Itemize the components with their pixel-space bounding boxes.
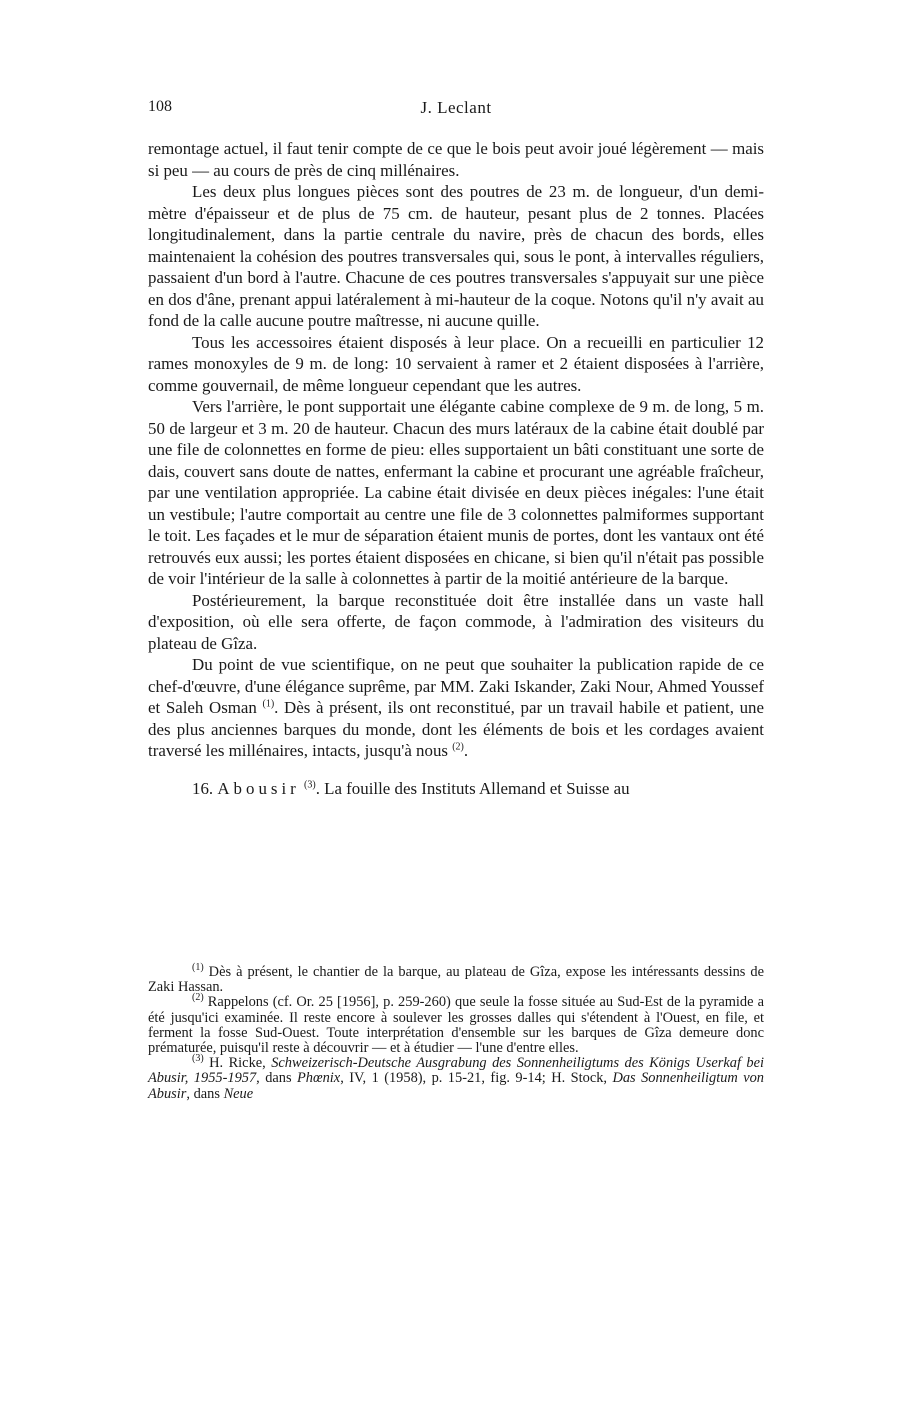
publication-text-a: Du point de vue scientifique, on ne peut que souhaiter la publication rapide de ce chef-d'œuvre, d'une élégance suprême, par MM. Zaki Iskander, Zaki Nour, Ahmed Youssef et Saleh Osman bbox=[148, 655, 764, 717]
footnotes bbox=[148, 962, 764, 1102]
footnote-3 bbox=[148, 1053, 764, 1102]
footnote-3-title-2: Das Sonnenheiligtum von Abusir bbox=[148, 1070, 764, 1102]
paragraph-accessories: Tous les accessoires étaient disposés à leur place. On a recueilli en particulier 12 rames monoxyles de 9 m. de long: 10 servaient à ramer et 2 étaient disposées à l'arrière, comme gouvernail, de même longueur cependant que les autres. bbox=[148, 332, 764, 395]
section-place: Abousir bbox=[217, 778, 300, 798]
footnote-3-text-c: , IV, 1 (1958), p. 15-21, fig. 9-14; H. Stock, bbox=[340, 1070, 613, 1087]
footnote-ref-2: (2) bbox=[452, 741, 464, 753]
footnote-3-mark: (3) bbox=[192, 1053, 204, 1065]
footnote-1 bbox=[148, 962, 764, 996]
page-header bbox=[148, 98, 764, 124]
section-16-text: . La fouille des Instituts Allemand et Suisse au bbox=[315, 778, 630, 798]
page-number: 108 bbox=[148, 98, 172, 115]
paragraph-exhibition: Postérieurement, la barque reconstituée doit être installée dans un vaste hall d'exposition, où elle sera offerte, de façon commode, à l'admiration des visiteurs du plateau de Gîza. bbox=[148, 590, 764, 653]
footnote-3-text-a: H. Ricke, bbox=[203, 1055, 272, 1072]
paragraph-cabin: Vers l'arrière, le pont supportait une élégante cabine complexe de 9 m. de long, 5 m. 50 de largeur et 3 m. 20 de hauteur. Chacun des murs latéraux de la cabine était doublé par une file de colonnettes en forme de pieu: elles supportaient un bâti constituant une sorte de dais, couvert sans doute de nattes, enfermant la cabine et procurant une agréable fraîcheur, par une ventilation appropriée. La cabine était divisée en deux pièces inégales: l'une était un vestibule; l'autre comportait au centre une file de 3 colonnettes palmiformes supportant le toit. Les façades et le mur de séparation étaient munis de portes, dont les vantaux ont été retrouvés eux aussi; les portes étaient disposées en chicane, si bien qu'il n'était pas possible de voir l'intérieur de la salle à colonnettes à partir de la moitié antérieure de la barque. bbox=[148, 397, 764, 588]
footnote-1-mark: (1) bbox=[192, 962, 204, 974]
main-text bbox=[148, 138, 764, 799]
footnote-2 bbox=[148, 992, 764, 1057]
footnote-ref-1: (1) bbox=[262, 698, 275, 710]
footnote-ref-3: (3) bbox=[304, 778, 316, 790]
footnote-3-title-1: Schweizerisch-Deutsche Ausgrabung des Sonnenheiligtums des Königs Userkaf bei Abusir, 1955-1957 bbox=[148, 1055, 764, 1087]
publication-text-c: . bbox=[463, 741, 469, 760]
footnote-3-text-b: , dans bbox=[256, 1070, 298, 1087]
section-number: 16. bbox=[192, 778, 214, 798]
running-head: J. Leclant bbox=[420, 98, 492, 117]
section-16 bbox=[148, 778, 764, 800]
footnote-3-journal: Phœnix bbox=[297, 1070, 341, 1087]
paragraph-publication bbox=[148, 654, 764, 762]
footnote-3-text-d: , dans bbox=[186, 1085, 224, 1102]
footnote-2-mark: (2) bbox=[192, 992, 204, 1004]
footnote-1-text: Dès à présent, le chantier de la barque, au plateau de Gîza, expose les intéressants dessins de Zaki Hassan. bbox=[148, 964, 764, 996]
paragraph-continuation: remontage actuel, il faut tenir compte de ce que le bois peut avoir joué légèrement — mais si peu — au cours de près de cinq millénaires. bbox=[148, 139, 764, 180]
footnote-2-text: Rappelons (cf. Or. 25 [1956], p. 259-260) que seule la fosse située au Sud-Est de la pyramide a été jusqu'ici examinée. Il reste encore à soulever les grosses dalles qui s'étendent à l'Ouest, en file, et ferment la fosse Sud-Ouest. Toute interprétation d'ensemble sur les barques de Gîza demeure donc prématurée, puisqu'il reste à découvrir — et à étudier — l'une d'entre elles. bbox=[148, 994, 764, 1057]
footnote-3-neue: Neue bbox=[223, 1085, 254, 1102]
publication-text-b: . Dès à présent, ils ont reconstitué, par un travail habile et patient, une des plus anciennes barques du monde, dont les éléments de bois et les cordages avaient traversé les millénaires, intacts, jusqu'à nous bbox=[148, 698, 764, 760]
paragraph-beams: Les deux plus longues pièces sont des poutres de 23 m. de longueur, d'un demi-mètre d'épaisseur et de plus de 75 cm. de hauteur, pesant plus de 2 tonnes. Placées longitudinalement, dans la partie centrale du navire, près de chacun des bords, elles maintenaient la cohésion des poutres transversales qui, sous le pont, à intervalles réguliers, passaient d'un bord à l'autre. Chacune de ces poutres transversales s'appuyait sur une pièce en dos d'âne, prenant appui latéralement à mi-hauteur de la coque. Notons qu'il n'y avait au fond de la calle aucune poutre maîtresse, ni aucune quille. bbox=[148, 182, 764, 330]
